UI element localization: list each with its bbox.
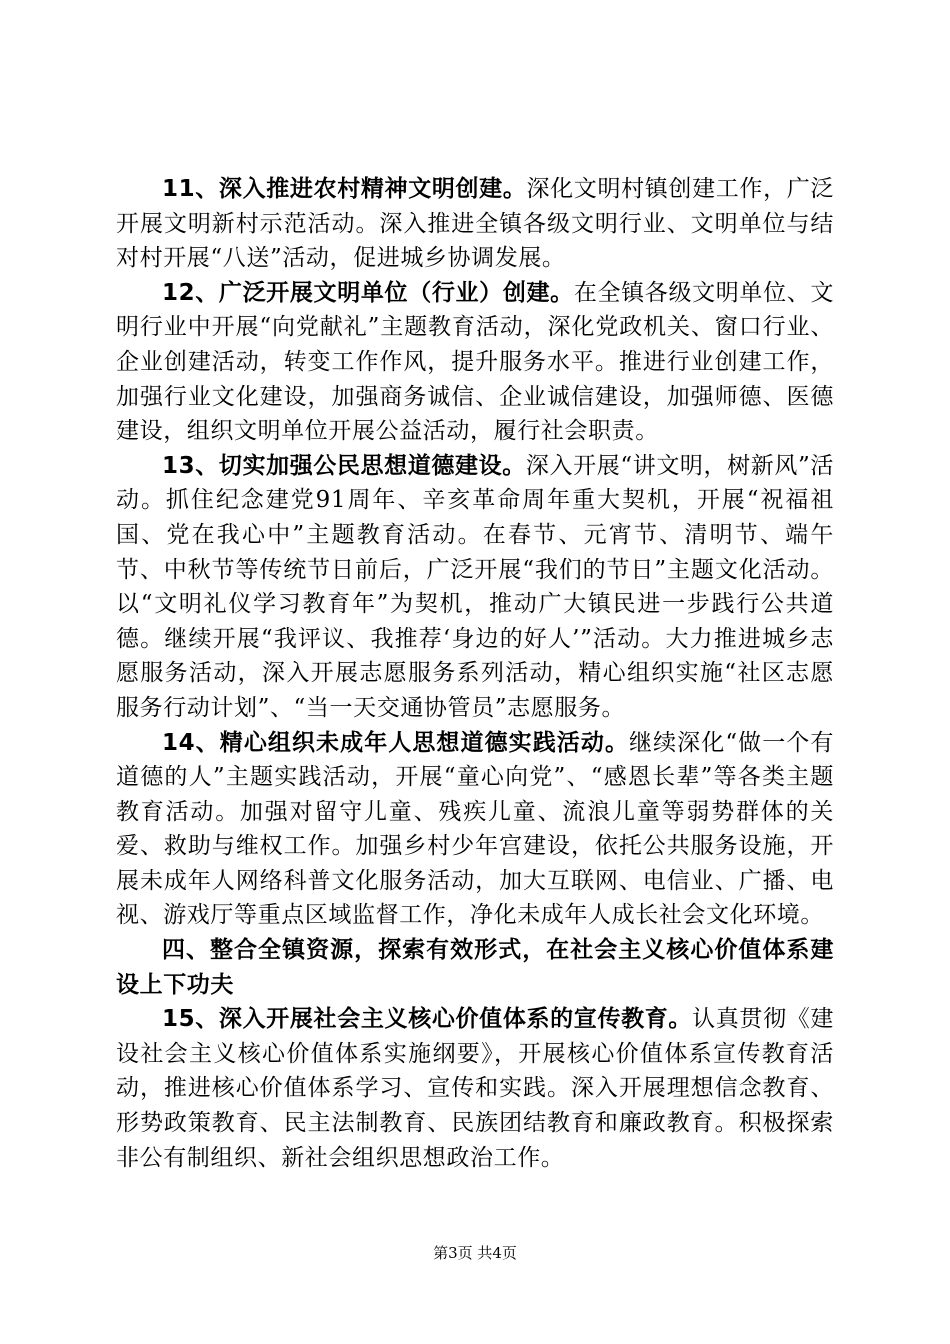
paragraph-13-lead: 13、切实加强公民思想道德建设。 (162, 452, 526, 479)
page-number-label: 第3页 共4页 (433, 1244, 517, 1262)
paragraph-11-lead: 11、深入推进农村精神文明创建。 (162, 176, 527, 202)
paragraph-14 (116, 726, 834, 934)
paragraph-13 (116, 449, 834, 726)
document-body (116, 172, 834, 1175)
paragraph-14-body: 继续深化“做一个有道德的人”主题实践活动，开展“童心向党”、“感恩长辈”等各类主题教育活动。加强对留守儿童、残疾儿童、流浪儿童等弱势群体的关爱、救助与维权工作。加强乡村少年宫建设，依托公共服务设施，开展未成年人网络科普文化服务活动，加大互联网、电信业、广播、电视、游戏厅等重点区域监督工作，净化未成年人成长社会文化环境。 (116, 729, 834, 929)
paragraph-14-lead: 14、精心组织未成年人思想道德实践活动。 (162, 729, 630, 756)
paragraph-15-body: 认真贯彻《建设社会主义核心价值体系实施纲要》，开展核心价值体系宣传教育活动，推进核心价值体系学习、宣传和实践。深入开展理想信念教育、形势政策教育、民主法制教育、民族团结教育和廉政教育。积极探索非公有制组织、新社会组织思想政治工作。 (116, 1006, 834, 1171)
paragraph-12 (116, 276, 834, 449)
paragraph-15 (116, 1002, 834, 1175)
page-footer (0, 1243, 950, 1263)
paragraph-15-lead: 15、深入开展社会主义核心价值体系的宣传教育。 (162, 1006, 693, 1033)
paragraph-11 (116, 172, 834, 276)
paragraph-13-body: 深入开展“讲文明，树新风”活动。抓住纪念建党91周年、辛亥革命周年重大契机，开展“祝福祖国、党在我心中”主题教育活动。在春节、元宵节、清明节、端午节、中秋节等传统节日前后，广泛开展“我们的节日”主题文化活动。以“文明礼仪学习教育年”为契机，推动广大镇民进一步践行公共道德。继续开展“我评议、我推荐‘身边的好人’”活动。大力推进城乡志愿服务活动，深入开展志愿服务系列活动，精心组织实施“社区志愿服务行动计划”、“当一天交通协管员”志愿服务。 (116, 452, 834, 721)
section-heading-4: 四、整合全镇资源，探索有效形式，在社会主义核心价值体系建设上下功夫 (116, 937, 834, 998)
paragraph-12-body: 在全镇各级文明单位、文明行业中开展“向党献礼”主题教育活动，深化党政机关、窗口行业、企业创建活动，转变工作作风，提升服务水平。推进行业创建工作，加强行业文化建设，加强商务诚信、企业诚信建设，加强师德、医德建设，组织文明单位开展公益活动，履行社会职责。 (116, 279, 834, 445)
paragraph-12-lead: 12、广泛开展文明单位（行业）创建。 (162, 279, 574, 306)
paragraph-11-body: 深化文明村镇创建工作，广泛开展文明新村示范活动。深入推进全镇各级文明行业、文明单位与结对村开展“八送”活动，促进城乡协调发展。 (116, 176, 834, 272)
